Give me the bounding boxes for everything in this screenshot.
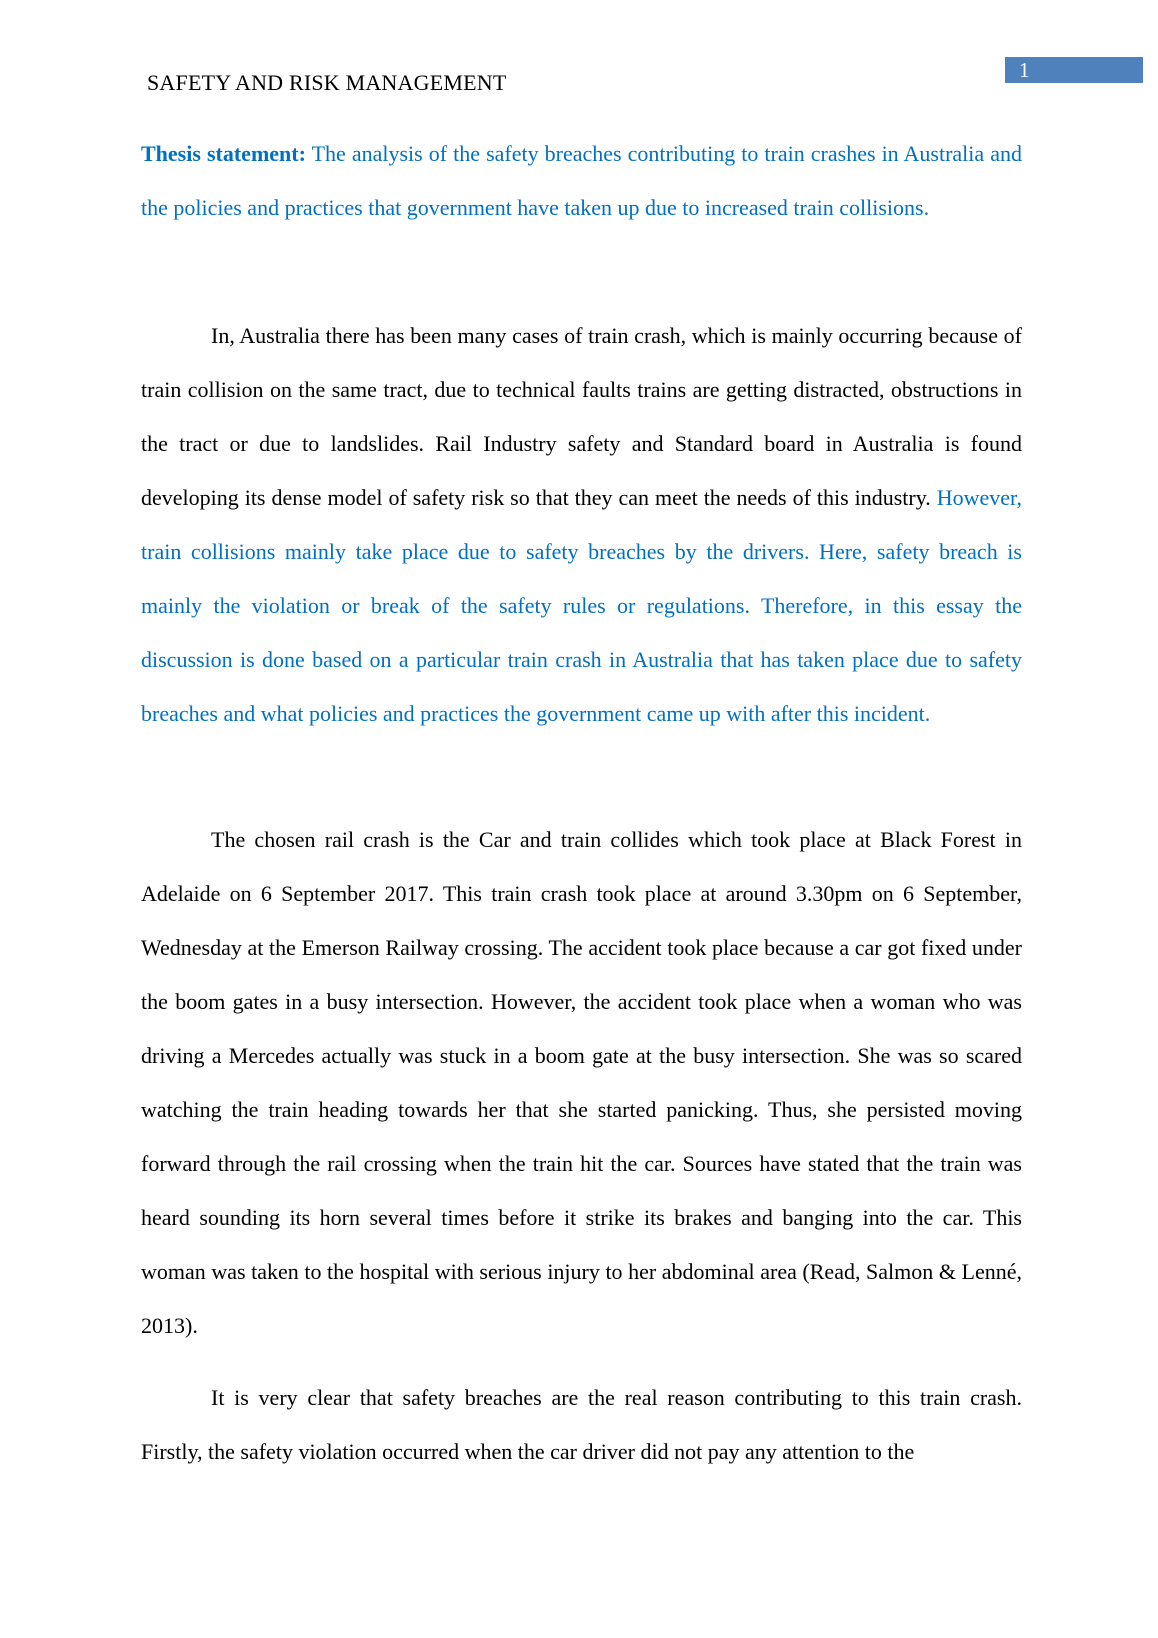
paragraph-2-text: The chosen rail crash is the Car and train collides which took place at Black Forest in Adelaide on 6 September 2017. This train crash took place at around 3.30pm on 6 September, Wednesday at the Emerson Railway crossing. The accident took place because a car got fixed under the boom gates in a busy intersection. However, the accident took place when a woman who was driving a Mercedes actually was stuck in a boom gate at the busy intersection. She was so scared watching the train heading towards her that she started panicking. Thus, she persisted moving forward through the rail crossing when the train hit the car. Sources have stated that the train was heard sounding its horn several times before it strike its brakes and banging into the car. This woman was taken to the hospital with serious injury to her abdominal area (Read, Salmon & Lenné, 2013).: [141, 827, 1022, 1338]
paragraph-3-text: It is very clear that safety breaches are the real reason contributing to this train crash. Firstly, the safety violation occurred when the car driver did not pay any attention to the: [141, 1385, 1022, 1464]
paragraph-1: [141, 309, 1022, 741]
paragraph-1-highlighted-text: However, train collisions mainly take place due to safety breaches by the drivers. Here, safety breach is mainly the violation or break of the safety rules or regulations. Therefore, in this essay the discussion is done based on a particular train crash in Australia that has taken place due to safety breaches and what policies and practices the government came up with after this incident.: [141, 485, 1022, 726]
page-number: 1: [1005, 57, 1143, 83]
thesis-statement: [141, 127, 1022, 235]
paragraph-1-text: In, Australia there has been many cases of train crash, which is mainly occurring because of train collision on the same tract, due to technical faults trains are getting distracted, obstructions in the tract or due to landslides. Rail Industry safety and Standard board in Australia is found developing its dense model of safety risk so that they can meet the needs of this industry.: [141, 323, 1022, 510]
thesis-label: Thesis statement:: [141, 141, 306, 166]
paragraph-2: [141, 813, 1022, 1353]
paragraph-3: [141, 1371, 1022, 1479]
thesis-text: The analysis of the safety breaches contributing to train crashes in Australia and the policies and practices that government have taken up due to increased train collisions.: [141, 141, 1022, 220]
running-header-title: SAFETY AND RISK MANAGEMENT: [147, 70, 507, 95]
